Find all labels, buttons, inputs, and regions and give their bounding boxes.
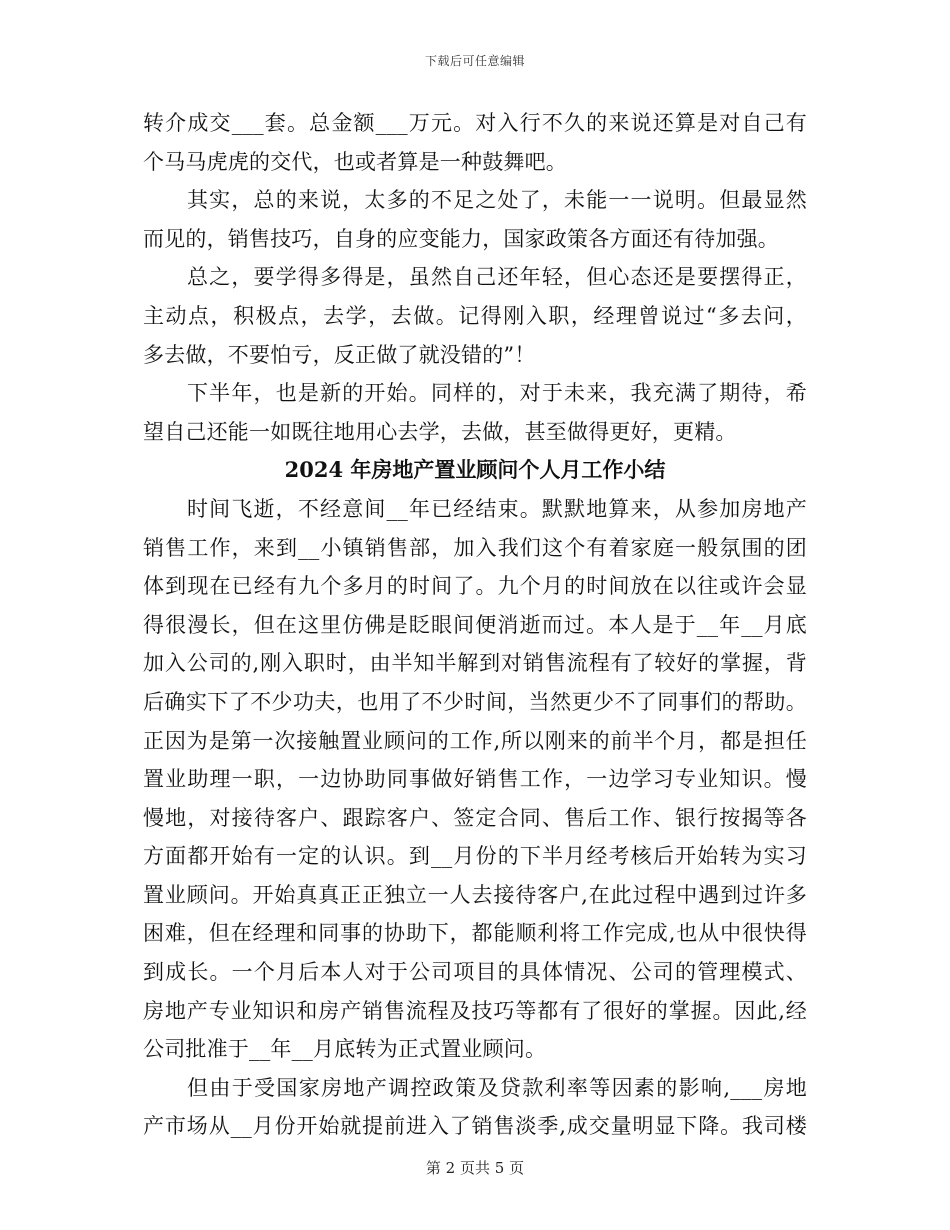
paragraph-line: 个马马虎虎的交代，也或者算是一种鼓舞吧。	[143, 149, 567, 174]
document-body	[143, 104, 807, 1146]
paragraph-line: 体到现在已经有九个多月的时间了。九个月的时间放在以往或许会显	[143, 574, 807, 599]
paragraph-line: 公司批准于__年__月底转为正式置业顾问。	[143, 1037, 547, 1062]
paragraph-line: 置业助理一职，一边协助同事做好销售工作，一边学习专业知识。慢	[143, 767, 807, 792]
paragraph-line: 慢地，对接待客户、跟踪客户、签定合同、售后工作、银行按揭等各	[143, 805, 807, 830]
paragraph-line: 转介成交___套。总金额___万元。对入行不久的来说还算是对自己有	[143, 111, 807, 135]
paragraph-line: 加入公司的,刚入职时，由半知半解到对销售流程有了较好的掌握，背	[143, 651, 807, 676]
paragraph-line: 困难，但在经理和同事的协助下，都能顺利将工作完成,也从中很快得	[143, 921, 807, 946]
paragraph-line: 产市场从__月份开始就提前进入了销售淡季,成交量明显下降。我司楼	[143, 1114, 807, 1139]
paragraph-line: 方面都开始有一定的认识。到__月份的下半月经考核后开始转为实习	[143, 844, 807, 869]
paragraph-line: 正因为是第一次接触置业顾问的工作,所以刚来的前半个月，都是担任	[143, 728, 807, 753]
paragraph-line: 后确实下了不少功夫，也用了不少时间，当然更少不了同事们的帮助。	[143, 689, 807, 714]
page-header: 下载后可任意编辑	[424, 54, 525, 68]
paragraph-line: 总之，要学得多得是，虽然自己还年轻，但心态还是要摆得正，	[187, 265, 807, 290]
paragraph-line: 而见的，销售技巧，自身的应变能力，国家政策各方面还有待加强。	[143, 226, 779, 251]
paragraph-line: 置业顾问。开始真真正正独立一人去接待客户,在此过程中遇到过许多	[143, 882, 807, 907]
section-title: 2024 年房地产置业顾问个人月工作小结	[284, 457, 666, 483]
paragraph-line: 但由于受国家房地产调控政策及贷款利率等因素的影响,___房地	[187, 1075, 807, 1100]
paragraph-line: 多去做，不要怕亏，反正做了就没错的”！	[143, 342, 536, 367]
paragraph-line: 主动点，积极点，去学，去做。记得刚入职，经理曾说过“多去问，	[143, 303, 807, 328]
page-footer: 第 2 页共 5 页	[425, 1159, 525, 1177]
paragraph-line: 得很漫长，但在这里仿佛是眨眼间便消逝而过。本人是于__年__月底	[143, 612, 807, 637]
paragraph-line: 到成长。一个月后本人对于公司项目的具体情况、公司的管理模式、	[143, 960, 807, 985]
paragraph-line: 望自己还能一如既往地用心去学，去做，甚至做得更好，更精。	[143, 419, 737, 444]
paragraph-line: 销售工作，来到__小镇销售部，加入我们这个有着家庭一般氛围的团	[143, 535, 807, 560]
paragraph-line: 时间飞逝，不经意间__年已经结束。默默地算来，从参加房地产	[187, 496, 807, 521]
paragraph-line: 房地产专业知识和房产销售流程及技巧等都有了很好的掌握。因此,经	[143, 998, 807, 1023]
paragraph-line: 下半年，也是新的开始。同样的，对于未来，我充满了期待，希	[187, 381, 807, 406]
paragraph-line: 其实，总的来说，太多的不足之处了，未能一一说明。但最显然	[187, 188, 807, 213]
